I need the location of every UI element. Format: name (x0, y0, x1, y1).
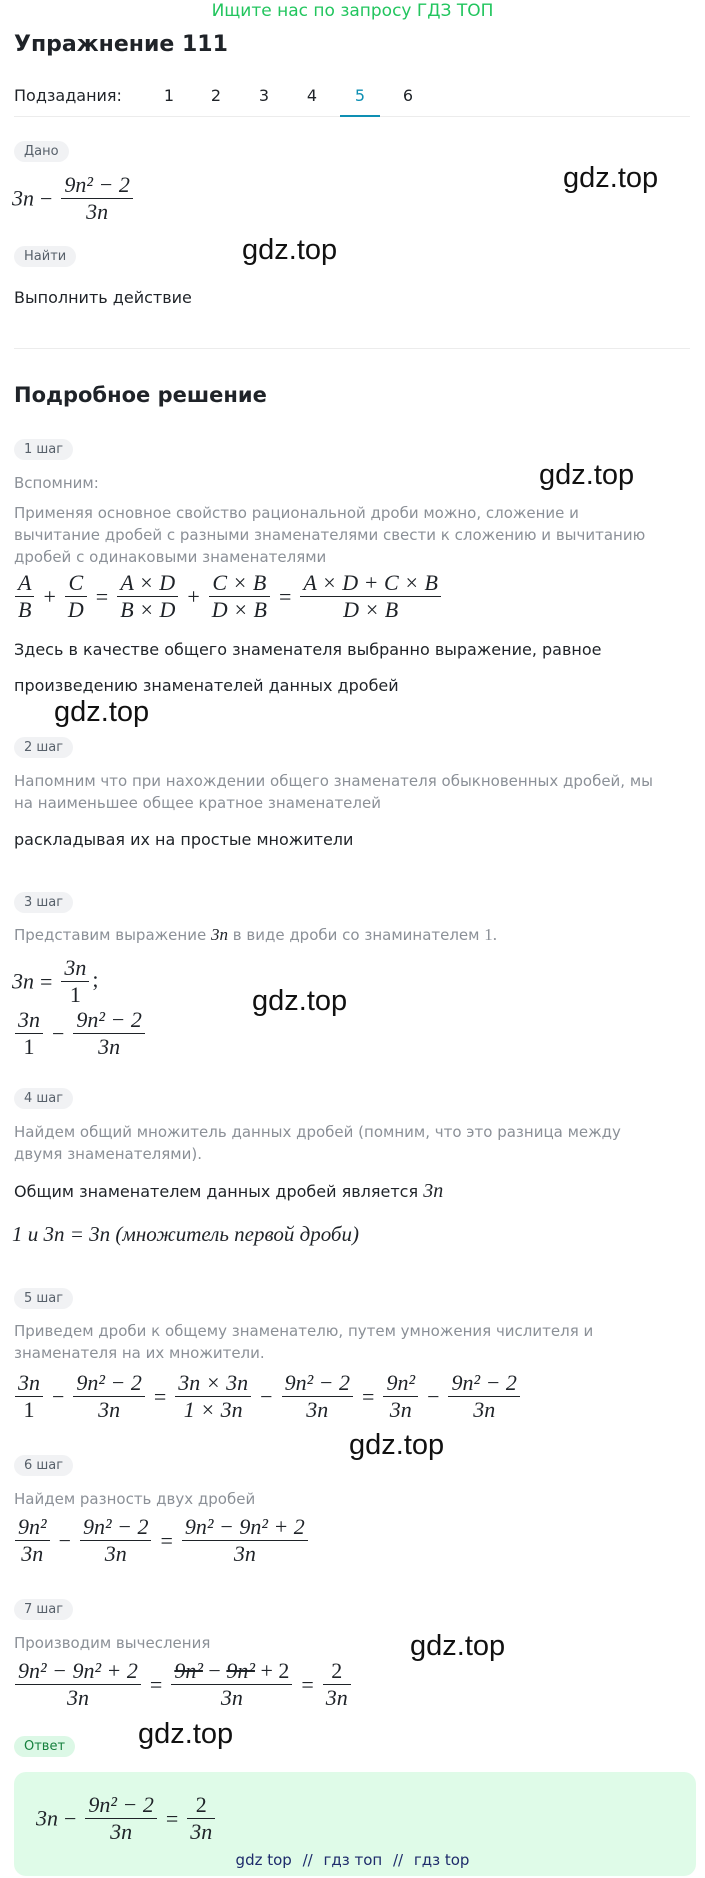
formula-op: − (260, 1383, 273, 1409)
subtask-tab-1[interactable]: 1 (163, 86, 175, 105)
formula-term: 9n² − 9n² + 2 (182, 1514, 308, 1541)
step-3-text-part: Представим выражение (14, 926, 207, 944)
formula-term: 3n (220, 1685, 243, 1710)
formula-term: 3n (61, 955, 89, 982)
formula-term: A × D + C × B (300, 570, 441, 597)
formula-term: 2 (323, 1658, 351, 1685)
formula-term: A × D (117, 570, 178, 597)
formula-term: 3n (15, 1007, 43, 1034)
answer-formula (36, 1792, 218, 1845)
step-1-note: Здесь в качестве общего знаменателя выбранно выражение, равное (14, 640, 602, 659)
formula-term: 3n (21, 1541, 44, 1566)
find-badge: Найти (14, 246, 76, 267)
watermark: gdz.top (349, 1429, 445, 1461)
step-4-badge: 4 шаг (14, 1088, 73, 1109)
subtasks-label: Подзадания: (14, 86, 122, 105)
given-expression (12, 172, 136, 225)
step-2-badge: 2 шаг (14, 737, 73, 758)
given-numerator: 9n² − 2 (61, 172, 132, 199)
formula-op: = (278, 583, 292, 609)
step-3-text (14, 924, 497, 946)
step-3-line-2 (12, 1007, 148, 1060)
formula-term: 3n (325, 1685, 348, 1710)
formula-op: = (149, 1671, 163, 1697)
footer-link[interactable]: гдз топ (323, 1851, 383, 1869)
footer-separator: // (392, 1851, 404, 1869)
formula-op: + (43, 583, 56, 609)
formula-term: 3n (233, 1541, 256, 1566)
formula-term: 3n (98, 1034, 121, 1059)
watermark: gdz.top (410, 1630, 506, 1662)
find-text: Выполнить действие (14, 288, 192, 307)
step-4-note-var: 3n (423, 1180, 444, 1202)
answer-badge: Ответ (14, 1736, 75, 1757)
step-7-text: Производим вычесления (14, 1634, 211, 1652)
given-fraction (61, 172, 132, 225)
footer-separator: // (302, 1851, 313, 1869)
formula-term: C (65, 570, 87, 597)
watermark: gdz.top (54, 696, 150, 728)
formula-term: C × B (209, 570, 270, 597)
watermark: gdz.top (138, 1718, 234, 1750)
formula-term: 1 × 3n (183, 1397, 243, 1422)
formula-term: 9n² − 2 (73, 1370, 144, 1397)
formula-term: 3n (15, 1370, 43, 1397)
formula-term: 3n (66, 1685, 89, 1710)
formula-term: D × B (343, 597, 399, 622)
top-banner: Ищите нас по запросу ГДЗ ТОП (211, 1, 494, 21)
step-4-text: Найдем общий множитель данных дробей (помним, что это разница между двумя знаменателями). (14, 1123, 621, 1163)
step-6-badge: 6 шаг (14, 1455, 73, 1476)
footer-links (0, 1851, 705, 1869)
step-5-formula (12, 1370, 523, 1423)
formula-term: 1 (23, 1397, 35, 1422)
formula-term: 3n (104, 1541, 127, 1566)
formula-term: 9n² (15, 1514, 50, 1541)
formula-term-cancelled: 9n² (174, 1658, 203, 1683)
formula-term: A (15, 570, 34, 597)
given-term: 3n (12, 185, 34, 211)
formula-term: 9n² − 2 (448, 1370, 519, 1397)
step-3-text-one: 1. (484, 925, 498, 944)
solution-title: Подробное решение (14, 383, 267, 407)
subtask-tab-2[interactable]: 2 (210, 86, 222, 105)
formula-term-cancelled: 9n² (226, 1658, 255, 1683)
step-5-badge: 5 шаг (14, 1288, 73, 1309)
formula-term: 9n² − 2 (73, 1007, 144, 1034)
step-4-formula: 1 и 3n = 3n (множитель первой дроби) (12, 1222, 359, 1246)
given-minus: − (40, 185, 53, 211)
formula-term: 9n² − 2 (80, 1514, 151, 1541)
formula-op: = (153, 1383, 167, 1409)
formula-term: 9n² − 2 (85, 1792, 156, 1819)
step-2-text: Напомним что при нахождении общего знаменателя обыкновенных дробей, мы на наименьшее общее кратное знаменателей (14, 772, 653, 812)
step-6-formula (12, 1514, 311, 1567)
step-3-text-part: в виде дроби со знаминателем (232, 926, 480, 944)
formula-term: D × B (211, 597, 267, 622)
formula-op: = (362, 1383, 375, 1409)
formula-term: 3n (98, 1397, 121, 1422)
formula-op: − (64, 1805, 77, 1831)
step-7-badge: 7 шаг (14, 1599, 73, 1620)
formula-term: 9n² (383, 1370, 418, 1397)
step-3-text-var: 3n (210, 925, 228, 944)
step-6-text: Найдем разность двух дробей (14, 1490, 256, 1508)
formula-term: 9n² − 2 (282, 1370, 353, 1397)
step-1-formula (12, 570, 444, 623)
step-1-note: произведению знаменателей данных дробей (14, 676, 399, 695)
formula-op: − (52, 1020, 65, 1046)
step-1-badge: 1 шаг (14, 439, 73, 460)
formula-op: − (208, 1658, 221, 1683)
formula-term: 3n × 3n (175, 1370, 251, 1397)
formula-term: 9n² − 9n² + 2 (15, 1658, 141, 1685)
step-5-text: Приведем дроби к общему знаменателю, путем умножения числителя и знаменателя на их множители. (14, 1322, 594, 1362)
step-1-text: Применяя основное свойство рациональной дроби можно, сложение и вычитание дробей с разными знаменателями свести к сложению и вычитанию дробей с одинаковыми знаменателями (14, 504, 646, 566)
step-1-intro: Вспомним: (14, 474, 99, 492)
formula-op: − (58, 1527, 72, 1553)
watermark: gdz.top (539, 459, 635, 491)
step-4-note-text: Общим знаменателем данных дробей является (14, 1182, 419, 1201)
formula-op: + (187, 583, 200, 609)
subtask-tab-3[interactable]: 3 (258, 86, 270, 105)
step-7-formula (12, 1658, 354, 1711)
formula-op: = (160, 1527, 173, 1553)
formula-term: B (18, 597, 32, 622)
step-3-badge: 3 шаг (14, 892, 73, 913)
formula-term: 3n (36, 1805, 58, 1831)
footer-link[interactable]: gdz top (235, 1851, 292, 1869)
watermark: gdz.top (242, 234, 338, 266)
formula-term: 1 (23, 1034, 35, 1059)
formula-op: = (40, 968, 53, 994)
formula-term: 3n (110, 1819, 133, 1844)
formula-term: 3n (473, 1397, 496, 1422)
formula-term: 3n (12, 968, 34, 994)
formula-op: − (427, 1383, 440, 1409)
subtask-tab-5[interactable]: 5 (340, 84, 380, 117)
formula-op: ; (92, 966, 99, 992)
step-2-note: раскладывая их на простые множители (14, 830, 354, 849)
formula-term: 2 (187, 1792, 215, 1819)
watermark: gdz.top (563, 162, 659, 194)
formula-term: + 2 (260, 1658, 290, 1683)
formula-op: = (301, 1671, 314, 1697)
formula-op: = (95, 583, 109, 609)
footer-link[interactable]: гдз top (413, 1851, 470, 1869)
subtask-tab-6[interactable]: 6 (402, 86, 414, 105)
formula-term: D (67, 597, 84, 622)
formula-term: 1 (69, 982, 81, 1007)
page-title: Упражнение 111 (14, 32, 228, 57)
step-3-line-1 (12, 955, 99, 1008)
formula-term: 3n (389, 1397, 412, 1422)
given-denominator: 3n (86, 199, 109, 224)
formula-term: 3n (190, 1819, 213, 1844)
step-4-note (14, 1180, 443, 1203)
formula-term: B × D (120, 597, 176, 622)
formula-term: 3n (306, 1397, 329, 1422)
divider (14, 348, 690, 349)
given-badge: Дано (14, 141, 69, 162)
formula-op: − (52, 1383, 65, 1409)
subtask-tab-4[interactable]: 4 (306, 86, 318, 105)
formula-op: = (165, 1805, 179, 1831)
watermark: gdz.top (252, 985, 348, 1017)
subtasks-nav (14, 84, 690, 117)
